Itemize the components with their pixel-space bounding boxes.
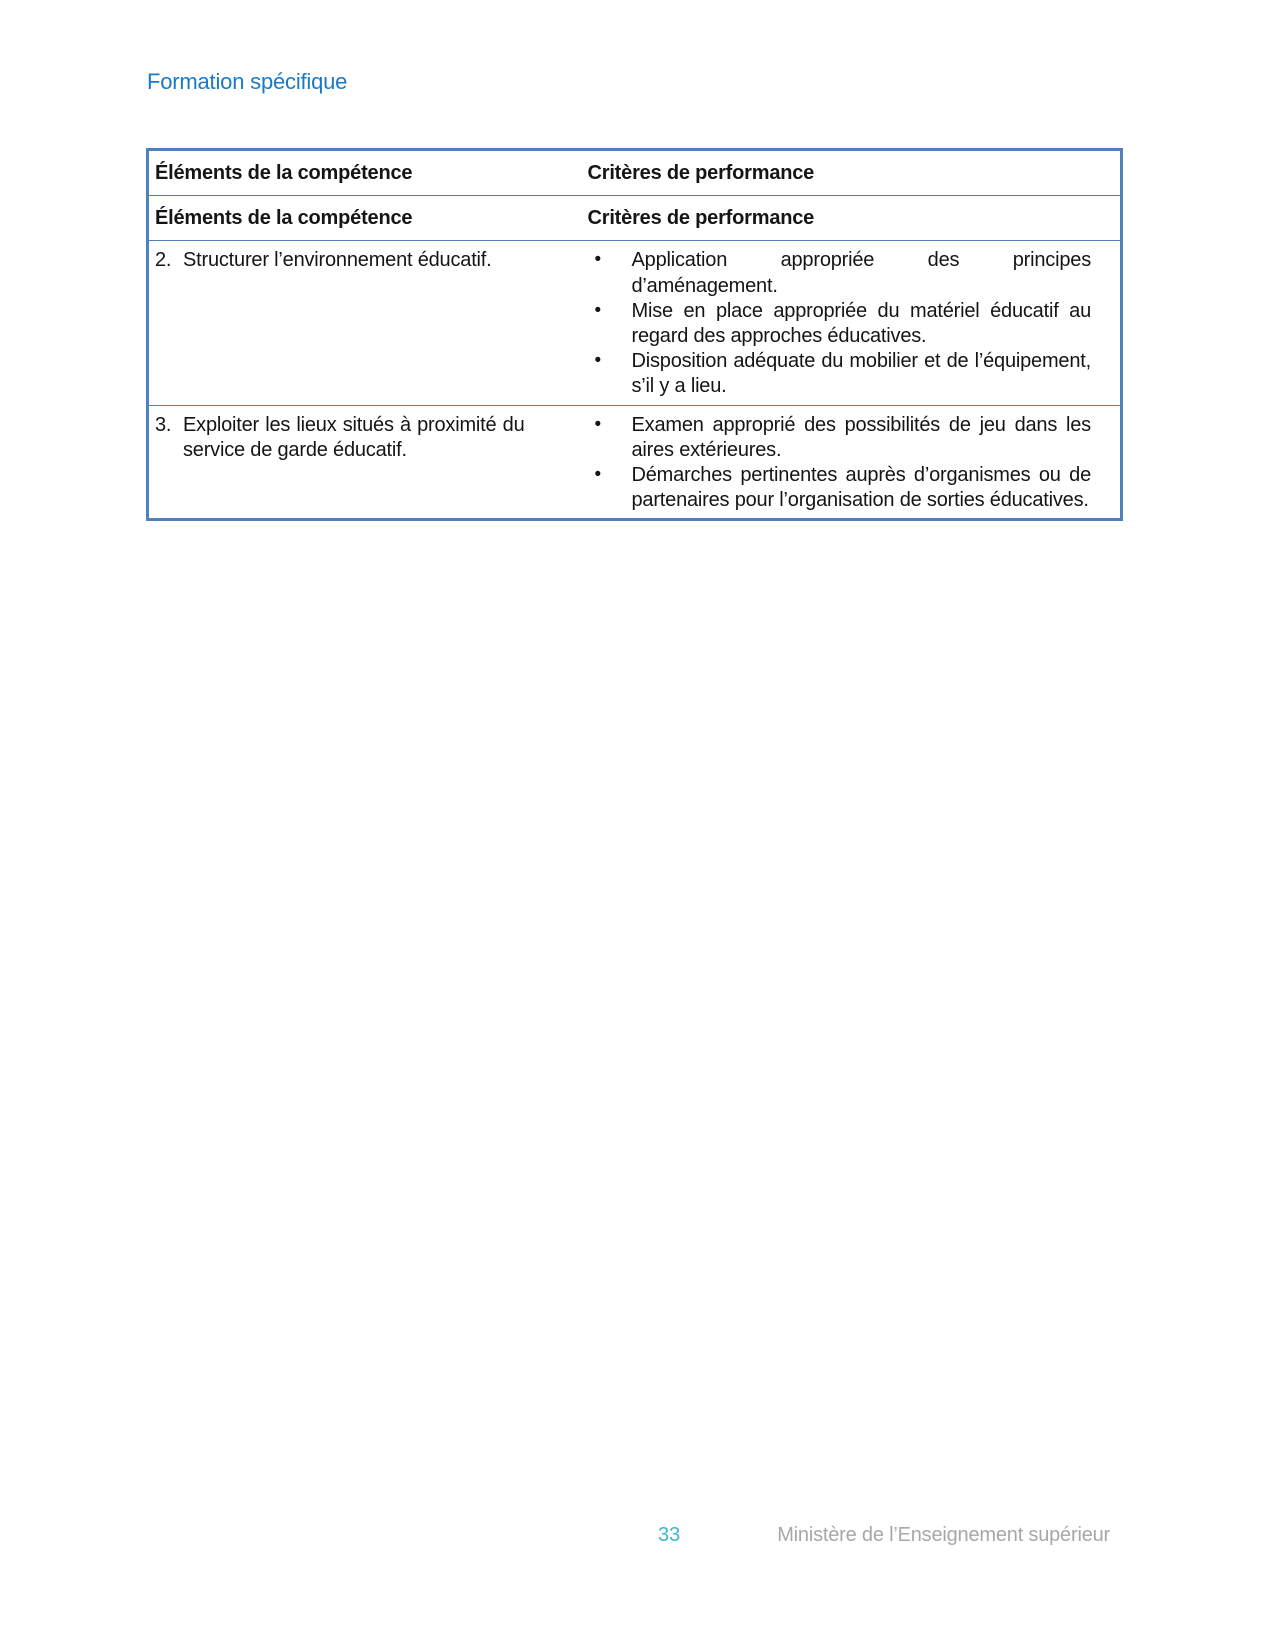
bullet-icon: • xyxy=(594,299,601,321)
criterion-text: Démarches pertinentes auprès d’organismes ou de partenaires pour l’organisation de sorties éducatives. xyxy=(631,463,1091,512)
list-item xyxy=(588,248,1092,298)
table-header-row-2 xyxy=(148,196,1122,241)
element-cell xyxy=(148,241,579,405)
numbered-item xyxy=(155,248,569,273)
criteria-cell xyxy=(579,241,1122,405)
bullet-icon: • xyxy=(594,249,601,271)
bullet-icon: • xyxy=(594,463,601,485)
criterion-text: Examen approprié des possibilités de jeu dans les aires extérieures. xyxy=(631,413,1091,461)
list-item xyxy=(588,413,1092,463)
element-text: Structurer l’environnement éducatif. xyxy=(183,249,492,272)
list-item xyxy=(588,463,1092,513)
item-number: 3. xyxy=(155,413,172,436)
element-cell xyxy=(148,405,579,520)
table-row xyxy=(148,241,1122,405)
element-text: Exploiter les lieux situés à proximité du service de garde éducatif. xyxy=(183,413,525,461)
criteria-list xyxy=(588,248,1092,399)
col-header-criteria: Critères de performance xyxy=(579,150,1122,196)
criteria-cell xyxy=(579,405,1122,520)
col-header-elements: Éléments de la compétence xyxy=(148,150,579,196)
page-number: 33 xyxy=(658,1524,681,1546)
criterion-text: Mise en place appropriée du matériel éducatif au regard des approches éducatives. xyxy=(631,299,1091,347)
list-item xyxy=(588,299,1092,349)
table-row xyxy=(148,405,1122,520)
bullet-icon: • xyxy=(594,350,601,372)
list-item xyxy=(588,349,1092,399)
col-header-elements: Éléments de la compétence xyxy=(148,196,579,241)
criteria-list xyxy=(588,413,1092,514)
numbered-item xyxy=(155,413,569,463)
footer-publisher: Ministère de l’Enseignement supérieur xyxy=(777,1524,1110,1546)
table-header-row-1 xyxy=(148,150,1122,196)
item-number: 2. xyxy=(155,249,172,272)
running-header: Formation spécifique xyxy=(147,69,348,94)
bullet-icon: • xyxy=(594,413,601,435)
criterion-text: Disposition adéquate du mobilier et de l’équipement, s’il y a lieu. xyxy=(631,350,1091,398)
competency-table xyxy=(146,148,1123,521)
criterion-text: Application appropriée des principes d’aménagement. xyxy=(631,249,1091,297)
col-header-criteria: Critères de performance xyxy=(579,196,1122,241)
